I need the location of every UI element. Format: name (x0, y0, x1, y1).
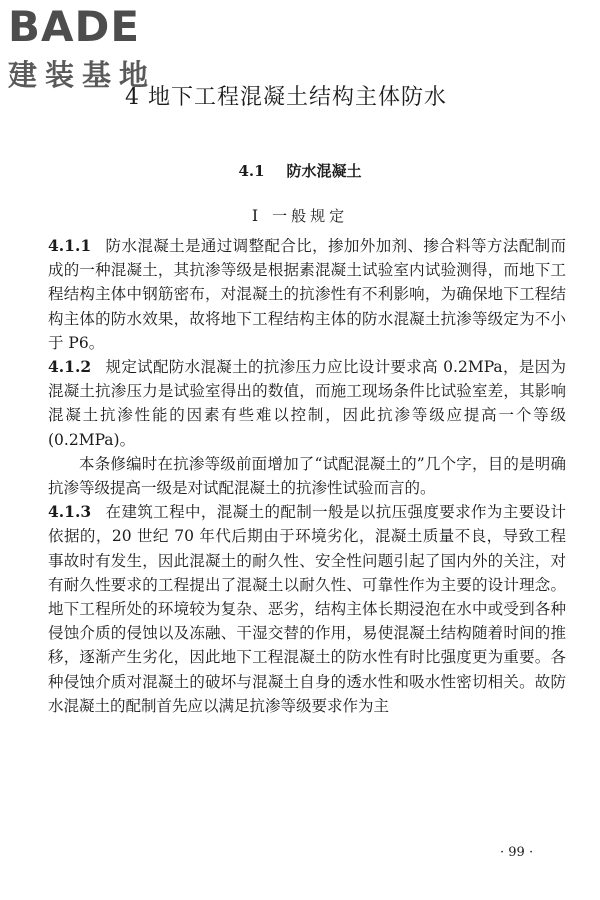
watermark-chinese-text: 建装基地 (8, 58, 157, 92)
paragraph-text: 防水混凝土是通过调整配合比，掺加外加剂、掺合料等方法配制而成的一种混凝土，其抗渗等级是根据素混凝土试验室内试验测得，而地下工程结构主体中钢筋密布，对混凝土的抗渗性有不利影响，为确保地下工程结构主体的防水效果，故将地下工程结构主体的防水混凝土抗渗等级定为不小于 P6。 (48, 237, 566, 352)
clause-number: 4.1.2 (48, 357, 92, 377)
page-number: · 99 · (500, 845, 534, 860)
chapter-number: 4 (125, 85, 140, 110)
paragraph-4-1-1 (48, 234, 566, 355)
subsection-number: Ⅰ (251, 206, 259, 225)
section-number: 4.1 (238, 162, 265, 180)
watermark-latin-text: BADE (8, 2, 141, 51)
paragraph-text: 规定试配防水混凝土的抗渗压力应比设计要求高 0.2MPa，是因为混凝土抗渗压力是试验室得出的数值，而施工现场条件比试验室差，其影响混凝土抗渗性能的因素有些难以控制，因此抗渗等级应提高一个等级(0.2MPa)。 (48, 358, 566, 449)
paragraph-4-1-3 (48, 500, 566, 718)
subsection-title: 一般规定 (272, 207, 349, 225)
body-text (48, 234, 566, 718)
clause-number: 4.1.1 (48, 236, 92, 255)
chapter-title (125, 80, 447, 111)
section-title: 防水混凝土 (286, 162, 362, 180)
subsection-heading (0, 205, 600, 226)
paragraph-4-1-2 (48, 355, 566, 452)
paragraph-text: 在建筑工程中，混凝土的配制一般是以抗压强度要求作为主要设计依据的，20 世纪 70 年代后期由于环境劣化，混凝土质量不良，导致工程事故时有发生，因此混凝土的耐久性、安全性问题引起了国内外的关注，对有耐久性要求的工程提出了混凝土以耐久性、可靠性作为主要的设计理念。地下工程所处的环境较为复杂、恶劣，结构主体长期浸泡在水中或受到各种侵蚀介质的侵蚀以及冻融、干湿交替的作用，易使混凝土结构随着时间的推移，逐渐产生劣化，因此地下工程混凝土的防水性有时比强度更为重要。各种侵蚀介质对混凝土的破坏与混凝土自身的透水性和吸水性密切相关。故防水混凝土的配制首先应以满足抗渗等级要求作为主 (48, 503, 566, 715)
paragraph-text: 本条修编时在抗渗等级前面增加了“试配混凝土的”几个字，目的是明确抗渗等级提高一级是对试配混凝土的抗渗性试验而言的。 (48, 454, 566, 498)
paragraph-4-1-2-note (48, 452, 566, 500)
section-heading (0, 160, 600, 181)
clause-number: 4.1.3 (48, 502, 92, 522)
chapter-title-text: 地下工程混凝土结构主体防水 (148, 85, 448, 110)
